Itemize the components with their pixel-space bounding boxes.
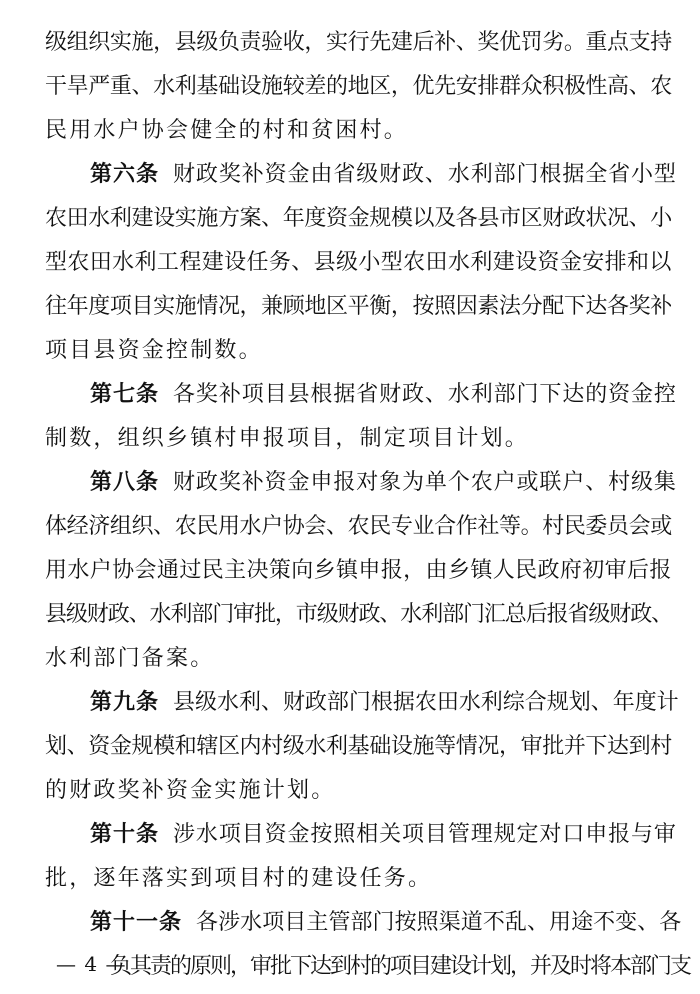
- article-heading: 第十条: [90, 822, 160, 847]
- article-heading: 第七条: [90, 382, 160, 407]
- text-line: 负其责的原则，审批下达到村的项目建设计划，并及时将本部门支: [110, 954, 691, 979]
- text-line: 农田水利建设实施方案、年度资金规模以及各县市区财政状况、小: [45, 206, 672, 231]
- text-line: 型农田水利工程建设任务、县级小型农田水利建设资金安排和以: [45, 250, 672, 275]
- article-heading: 第十一条: [90, 910, 183, 935]
- article-heading: 第六条: [90, 162, 160, 187]
- text-line: 级组织实施，县级负责验收，实行先建后补、奖优罚劣。重点支持: [45, 30, 672, 55]
- text-line: 批，逐年落实到项目村的建设任务。: [45, 866, 433, 891]
- text-line: 划、资金规模和辖区内村级水利基础设施等情况，审批并下达到村: [45, 734, 672, 759]
- article-6-line: 第六条 财政奖补资金由省级财政、水利部门根据全省小型: [90, 162, 677, 187]
- text-line: 用水户协会通过民主决策向乡镇申报，由乡镇人民政府初审后报: [45, 558, 672, 583]
- text-line: 制数，组织乡镇村申报项目，制定项目计划。: [45, 426, 530, 451]
- text-line: 水利部门备案。: [45, 646, 215, 671]
- article-9-line: 第九条 县级水利、财政部门根据农田水利综合规划、年度计: [90, 690, 679, 715]
- text-line: 民用水户协会健全的村和贫困村。: [45, 118, 409, 143]
- text-line: 项目县资金控制数。: [45, 338, 263, 363]
- text-line: 县级财政、水利部门审批，市级财政、水利部门汇总后报省级财政、: [45, 602, 673, 627]
- text-line: 往年度项目实施情况，兼顾地区平衡，按照因素法分配下达各奖补: [45, 294, 672, 319]
- text-line: 干旱严重、水利基础设施较差的地区，优先安排群众积极性高、农: [45, 74, 672, 99]
- article-7-line: 第七条 各奖补项目县根据省财政、水利部门下达的资金控: [90, 382, 677, 407]
- article-heading: 第九条: [90, 690, 160, 715]
- article-heading: 第八条: [90, 470, 160, 495]
- page-number: — 4 —: [56, 952, 127, 976]
- article-10-line: 第十条 涉水项目资金按照相关项目管理规定对口申报与审: [90, 822, 677, 847]
- article-11-line: 第十一条 各涉水项目主管部门按照渠道不乱、用途不变、各: [90, 910, 682, 935]
- text-line: 的财政奖补资金实施计划。: [45, 778, 336, 803]
- article-8-line: 第八条 财政奖补资金申报对象为单个农户或联户、村级集: [90, 470, 677, 495]
- text-line: 体经济组织、农民用水户协会、农民专业合作社等。村民委员会或: [45, 514, 672, 539]
